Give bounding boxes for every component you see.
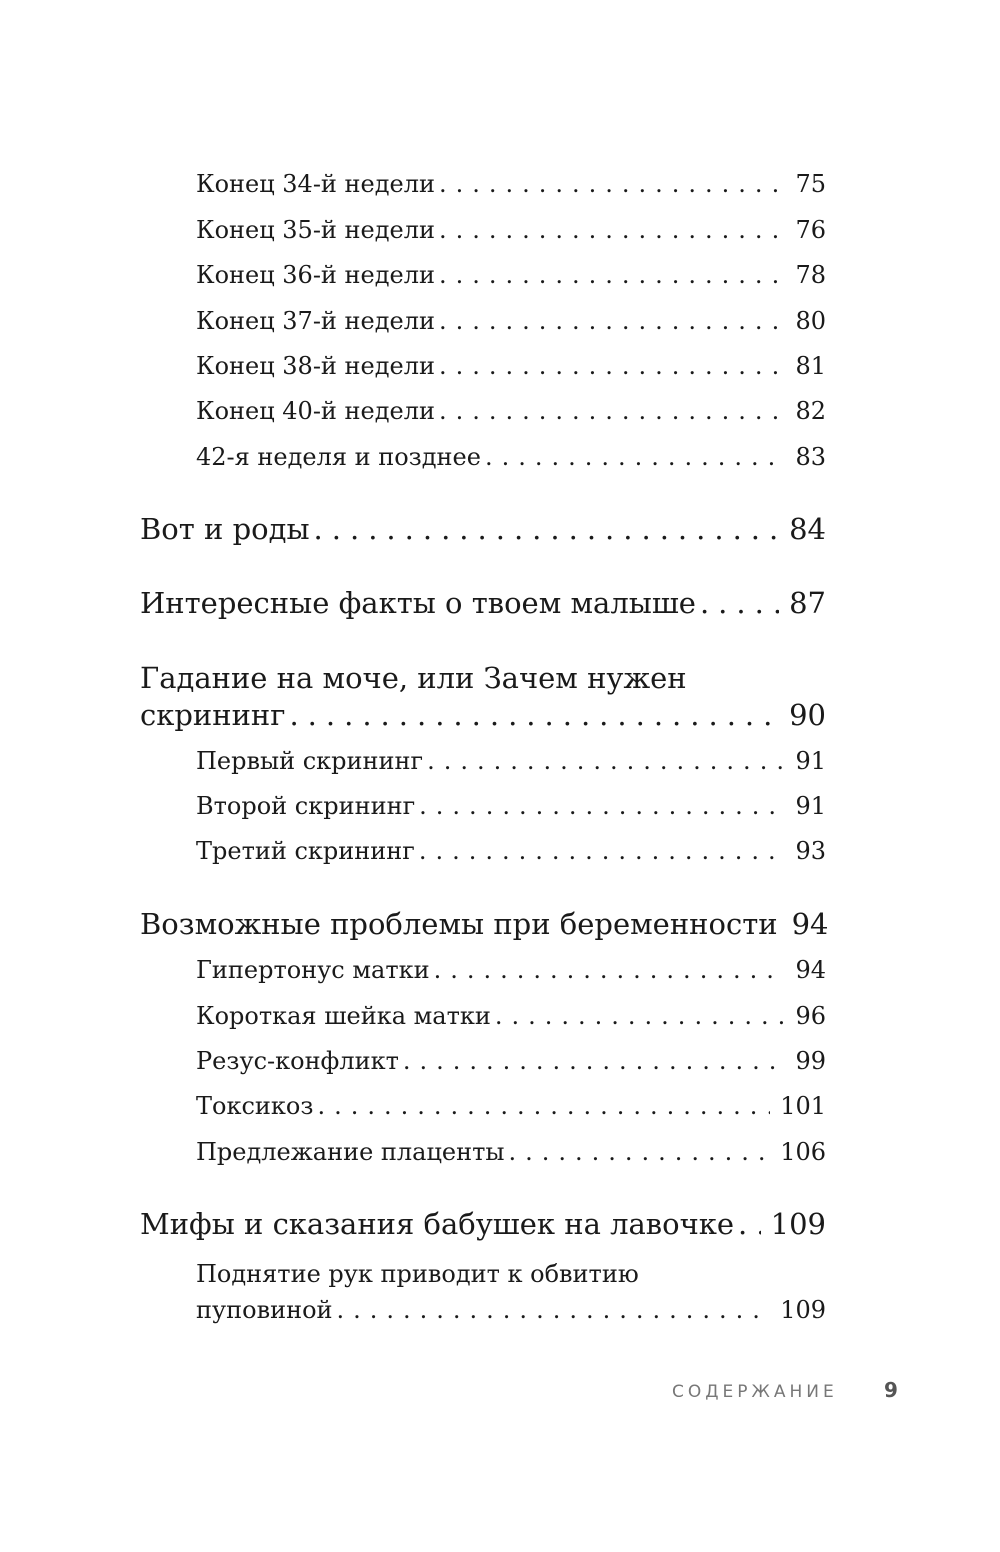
toc-chapter-page: 87 — [789, 586, 826, 620]
toc-chapter — [140, 586, 826, 620]
toc-entry-label: Короткая шейка матки — [196, 1002, 491, 1030]
toc-entry — [196, 352, 826, 380]
dot-leader — [435, 216, 785, 244]
toc-entry-page: 101 — [780, 1092, 826, 1120]
dot-leader — [734, 1207, 761, 1241]
toc-entry-page: 78 — [795, 261, 826, 289]
dot-leader — [696, 586, 779, 620]
toc-chapter-label: Интересные факты о твоем малыше — [140, 586, 696, 620]
toc-entry-page: 91 — [795, 747, 826, 775]
toc-entry-label: Резус-конфликт — [196, 1047, 399, 1075]
toc-entry-label: Конец 38-й недели — [196, 352, 435, 380]
dot-leader — [415, 792, 785, 820]
toc-chapter-page: 84 — [789, 512, 826, 546]
toc-chapter-page: 90 — [789, 698, 826, 732]
toc-entry-label: Конец 34-й недели — [196, 170, 435, 198]
toc-chapter-page: 94 — [791, 907, 829, 941]
toc-entry-page: 76 — [795, 216, 826, 244]
toc-entry — [196, 747, 826, 775]
page-number: 9 — [884, 1378, 898, 1402]
dot-leader — [313, 1092, 770, 1120]
toc-entry-label: Конец 37-й недели — [196, 307, 435, 335]
toc-entry-page: 106 — [780, 1138, 826, 1166]
toc-chapter-label: Вот и роды — [140, 512, 310, 546]
dot-leader — [435, 352, 785, 380]
toc-entry-page: 81 — [795, 352, 826, 380]
toc-chapter-label: скрининг — [140, 698, 286, 732]
toc-entry — [196, 397, 826, 425]
toc-chapter — [140, 512, 826, 546]
dot-leader — [435, 397, 785, 425]
toc-entry — [196, 1296, 826, 1324]
toc-entry — [196, 170, 826, 198]
toc-entry-page: 96 — [795, 1002, 826, 1030]
toc-entry-page: 82 — [795, 397, 826, 425]
toc-entry — [196, 261, 826, 289]
toc-chapter — [140, 907, 829, 941]
toc-chapter-label-line1: Гадание на моче, или Зачем нужен — [140, 661, 687, 695]
dot-leader — [481, 443, 786, 471]
toc-entry — [196, 307, 826, 335]
toc-chapter — [140, 1207, 826, 1241]
running-header-section: СОДЕРЖАНИЕ — [672, 1382, 838, 1402]
toc-entry-page: 99 — [795, 1047, 826, 1075]
dot-leader — [423, 747, 785, 775]
toc-entry-page: 80 — [795, 307, 826, 335]
toc-entry-label: Первый скрининг — [196, 747, 424, 775]
toc-entry — [196, 216, 826, 244]
toc-entry-label-line1: Поднятие рук приводит к обвитию — [196, 1260, 639, 1288]
toc-entry — [196, 443, 826, 471]
toc-entry-page: 93 — [795, 837, 826, 865]
toc-entry-label: Второй скрининг — [196, 792, 416, 820]
dot-leader — [399, 1047, 786, 1075]
dot-leader — [310, 512, 780, 546]
toc-entry — [196, 1002, 826, 1030]
dot-leader — [285, 698, 779, 732]
toc-entry-label: Предлежание плаценты — [196, 1138, 505, 1166]
dot-leader — [435, 170, 785, 198]
toc-entry-label: Конец 35-й недели — [196, 216, 435, 244]
toc-entry-label: 42-я неделя и позднее — [196, 443, 481, 471]
toc-entry-label: Третий скрининг — [196, 837, 415, 865]
toc-entry — [196, 1138, 826, 1166]
toc-entry-page: 91 — [795, 792, 826, 820]
dot-leader — [505, 1138, 771, 1166]
toc-entry-page: 94 — [795, 956, 826, 984]
toc-entry-label: Конец 36-й недели — [196, 261, 435, 289]
toc-entry — [196, 1092, 826, 1120]
toc-entry — [196, 837, 826, 865]
toc-entry-label: пуповиной — [196, 1296, 333, 1324]
dot-leader — [491, 1002, 786, 1030]
dot-leader — [435, 261, 785, 289]
toc-chapter-label: Мифы и сказания бабушек на лавочке — [140, 1207, 735, 1241]
toc-entry-label: Гипертонус матки — [196, 956, 430, 984]
toc-entry-label: Токсикоз — [196, 1092, 314, 1120]
dot-leader — [435, 307, 785, 335]
toc-chapter-label: Возможные проблемы при беременности — [140, 907, 778, 941]
dot-leader — [333, 1296, 771, 1324]
toc-chapter-page: 109 — [770, 1207, 826, 1241]
toc-chapter — [140, 698, 826, 732]
dot-leader — [415, 837, 786, 865]
toc-entry — [196, 956, 826, 984]
dot-leader — [430, 956, 786, 984]
toc-entry-page: 83 — [795, 443, 826, 471]
toc-entry-label: Конец 40-й недели — [196, 397, 435, 425]
toc-entry-page: 109 — [780, 1296, 826, 1324]
toc-entry — [196, 792, 826, 820]
toc-entry — [196, 1047, 826, 1075]
toc-entry-page: 75 — [795, 170, 826, 198]
